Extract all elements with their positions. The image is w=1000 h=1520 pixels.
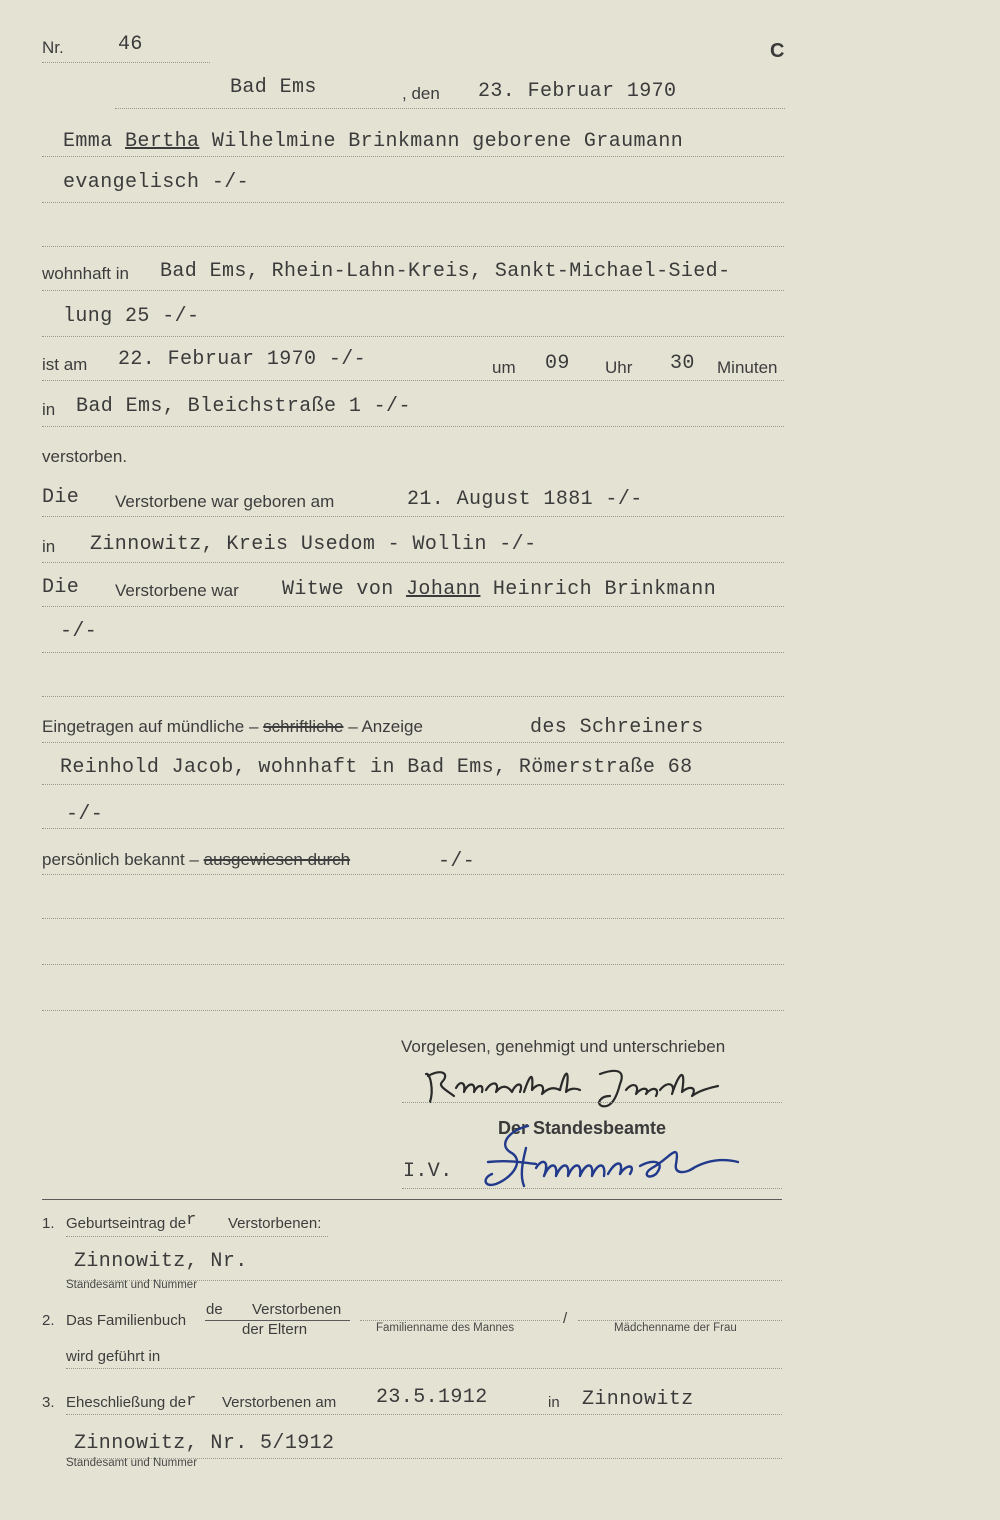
dotted-line	[42, 426, 784, 427]
note3-in: in	[548, 1394, 560, 1411]
dotted-line	[42, 562, 784, 563]
identity-label	[42, 850, 350, 870]
residence-line1: Bad Ems, Rhein-Lahn-Kreis, Sankt-Michael-Sied-	[160, 260, 731, 283]
marriage-place: Zinnowitz	[582, 1388, 694, 1411]
birth-date: 21. August 1881 -/-	[407, 488, 643, 511]
note1-label	[66, 1211, 197, 1234]
dotted-line	[42, 202, 784, 203]
dotted-line	[42, 696, 784, 697]
note3-value: Zinnowitz, Nr. 5/1912	[74, 1432, 335, 1455]
residence-line2: lung 25 -/-	[63, 305, 200, 328]
status-line2: -/-	[60, 620, 98, 643]
note1-label2: Verstorbenen:	[228, 1215, 322, 1232]
dotted-line	[42, 918, 784, 919]
dotted-line	[578, 1320, 782, 1321]
den-label: , den	[402, 84, 440, 103]
iv-label: I.V.	[403, 1160, 453, 1183]
birth-label: Verstorbene war geboren am	[115, 492, 335, 511]
dotted-line	[42, 606, 784, 607]
closing-text: Vorgelesen, genehmigt und unterschrieben	[401, 1037, 726, 1056]
note3-label2: Verstorbenen am	[222, 1394, 337, 1411]
identity-label-pre: persönlich bekannt –	[42, 850, 199, 869]
note3-r-typed: r	[186, 1392, 197, 1411]
note1-r-typed: r	[186, 1211, 197, 1230]
note1-value: Zinnowitz, Nr.	[74, 1250, 248, 1273]
residence-label: wohnhaft in	[42, 264, 129, 283]
dotted-line	[42, 784, 784, 785]
deceased-name	[63, 130, 683, 153]
reporter-role: des Schreiners	[530, 716, 704, 739]
report-line3: -/-	[66, 803, 104, 826]
dotted-line	[42, 156, 784, 157]
name-rest: Wilhelmine Brinkmann geborene Graumann	[211, 130, 684, 153]
ist-am-label: ist am	[42, 355, 88, 374]
dotted-line	[402, 1102, 782, 1103]
death-hour: 09	[545, 352, 570, 375]
dotted-line	[42, 874, 784, 875]
death-minutes: 30	[670, 352, 695, 375]
die-typed: Die	[42, 576, 80, 599]
note3-caption: Standesamt und Nummer	[66, 1457, 198, 1469]
dotted-line	[66, 1414, 782, 1415]
note2-label: Das Familienbuch	[66, 1312, 187, 1329]
dotted-line	[360, 1320, 560, 1321]
spouse-name-rest: Heinrich Brinkmann	[492, 578, 717, 601]
identity-typed: -/-	[438, 850, 476, 873]
in-label: in	[42, 400, 56, 419]
dotted-line	[42, 380, 784, 381]
dotted-line	[115, 108, 785, 109]
reporter-signature	[420, 1060, 730, 1116]
dotted-line	[66, 1236, 328, 1237]
struck-option: ausgewiesen durch	[203, 850, 351, 869]
registrar-signature	[470, 1118, 760, 1198]
birth-in-label: in	[42, 537, 56, 556]
corner-letter: C	[770, 40, 785, 62]
spouse-call-name: Johann	[406, 578, 481, 601]
death-place: Bad Ems, Bleichstraße 1 -/-	[76, 395, 411, 418]
dotted-line	[42, 516, 784, 517]
dotted-line	[42, 290, 784, 291]
note3-number: 3.	[42, 1394, 55, 1411]
dotted-line	[42, 828, 784, 829]
report-label-post: – Anzeige	[348, 717, 423, 736]
call-name: Bertha	[125, 130, 200, 153]
dotted-line	[66, 1368, 782, 1369]
status-text: Witwe von	[282, 578, 394, 601]
death-date: 22. Februar 1970 -/-	[118, 348, 367, 371]
dotted-line	[42, 62, 210, 63]
die-typed: Die	[42, 486, 80, 509]
reporter-details: Reinhold Jacob, wohnhaft in Bad Ems, Römerstraße 68	[60, 756, 693, 779]
uhr-label: Uhr	[605, 358, 633, 377]
note3-label-text: Eheschließung de	[66, 1394, 187, 1411]
note1-label-text: Geburtseintrag de	[66, 1215, 187, 1232]
dotted-line	[42, 1010, 784, 1011]
status-label: Verstorbene war	[115, 581, 239, 600]
entry-number: 46	[118, 33, 143, 56]
verstorben-label: verstorben.	[42, 447, 128, 466]
struck-option: schriftliche	[263, 717, 344, 736]
note1-caption: Standesamt und Nummer	[66, 1279, 198, 1291]
dotted-line	[42, 652, 784, 653]
dotted-line	[42, 336, 784, 337]
dotted-line	[42, 246, 784, 247]
note1-number: 1.	[42, 1215, 55, 1232]
first-name: Emma	[63, 130, 113, 153]
marital-status	[282, 578, 716, 601]
slash: /	[563, 1310, 568, 1327]
dotted-line	[42, 964, 784, 965]
report-label	[42, 717, 423, 737]
standesbeamte-label: Der Standesbeamte	[498, 1118, 667, 1138]
religion: evangelisch -/-	[63, 171, 250, 194]
um-label: um	[492, 358, 516, 377]
section-divider	[42, 1199, 782, 1200]
caption-husband-surname: Familienname des Mannes	[376, 1322, 515, 1334]
minuten-label: Minuten	[717, 358, 778, 377]
dotted-line	[42, 742, 784, 743]
birth-place: Zinnowitz, Kreis Usedom - Wollin -/-	[90, 533, 537, 556]
note3-label	[66, 1394, 197, 1413]
report-label-pre: Eingetragen auf mündliche –	[42, 717, 259, 736]
nr-label: Nr.	[42, 38, 64, 57]
record-date: 23. Februar 1970	[478, 80, 677, 103]
dotted-line	[402, 1188, 782, 1189]
note2-option-bottom: der Eltern	[242, 1321, 308, 1338]
caption-wife-maiden-name: Mädchenname der Frau	[614, 1322, 737, 1334]
note2-label2: wird geführt in	[66, 1348, 161, 1365]
marriage-date: 23.5.1912	[376, 1386, 488, 1409]
note2-de: de	[206, 1301, 223, 1318]
note2-option-top: Verstorbenen	[252, 1301, 342, 1318]
place-of-record: Bad Ems	[230, 76, 317, 99]
note2-number: 2.	[42, 1312, 55, 1329]
